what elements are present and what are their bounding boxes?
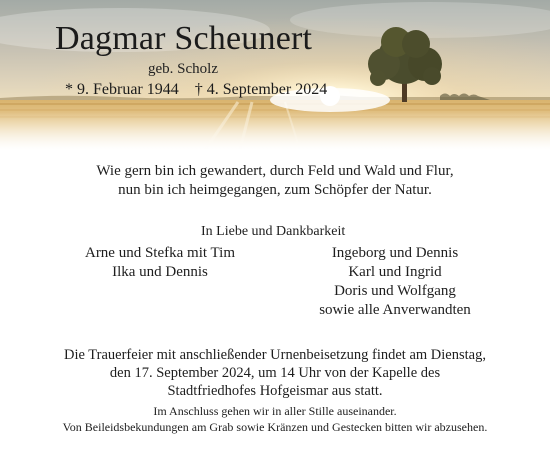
deceased-name: Dagmar Scheunert	[55, 20, 313, 57]
mourner-entry: Karl und Ingrid	[348, 264, 442, 280]
note-line: Im Anschluss gehen wir in aller Stille auseinander.	[153, 404, 397, 418]
life-dates	[65, 81, 339, 99]
funeral-line: Stadtfriedhofes Hofgeismar aus statt.	[167, 383, 383, 399]
verse-line: nun bin ich heimgegangen, zum Schöpfer der Natur.	[118, 182, 432, 198]
mourner-entry: sowie alle Anverwandten	[319, 302, 471, 318]
mourner-entry: Ilka und Dennis	[112, 264, 208, 280]
birth-date: * 9. Februar 1944	[65, 81, 179, 98]
funeral-line: Die Trauerfeier mit anschließender Urnenbeisetzung findet am Dienstag,	[64, 347, 486, 363]
mourners-left-column	[60, 244, 260, 282]
death-date: † 4. September 2024	[194, 81, 328, 98]
closing-notes	[0, 403, 550, 435]
mourners-right-column	[290, 244, 500, 320]
mourner-entry: Doris und Wolfgang	[334, 283, 456, 299]
mourner-entry: Ingeborg und Dennis	[331, 245, 459, 261]
memorial-verse	[0, 162, 550, 200]
note-line: Von Beileidsbekundungen am Grab sowie Kränzen und Gestecken bitten wir abzusehen.	[62, 420, 488, 434]
maiden-name: geb. Scholz	[148, 61, 218, 77]
mourner-entry: Arne und Stefka mit Tim	[84, 245, 235, 261]
funeral-line: den 17. September 2024, um 14 Uhr von der Kapelle des	[109, 365, 441, 381]
mourners-intro: In Liebe und Dankbarkeit	[201, 224, 346, 239]
funeral-announcement	[0, 346, 550, 400]
verse-line: Wie gern bin ich gewandert, durch Feld und Wald und Flur,	[96, 163, 454, 179]
